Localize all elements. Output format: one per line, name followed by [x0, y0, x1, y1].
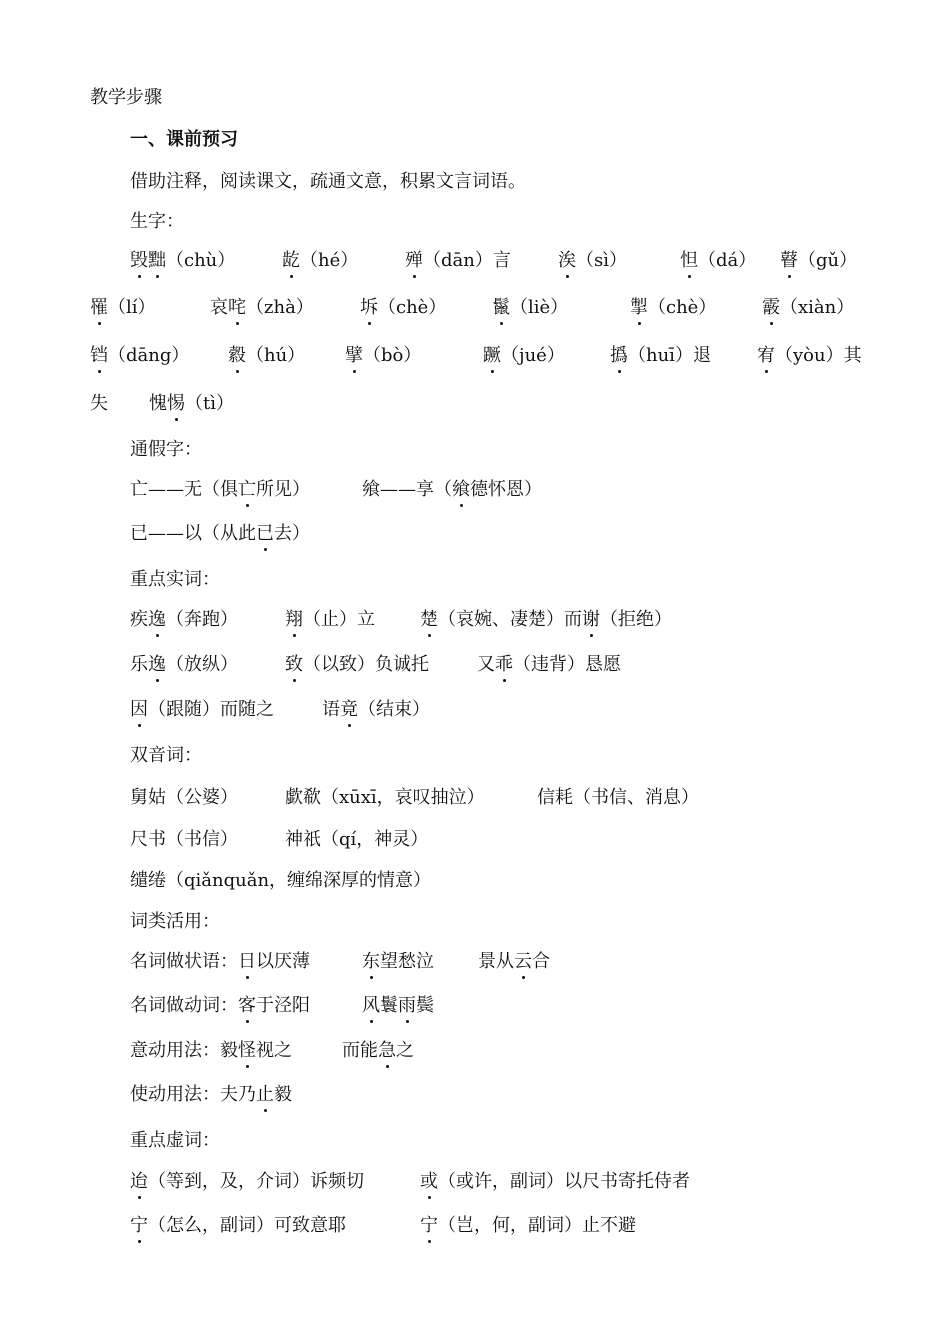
vocab-item: 歔欷（xūxī，哀叹抽泣）	[285, 787, 485, 808]
vocab-item: 因（跟随）而随之	[130, 699, 274, 720]
huoyong-label: 词类活用：	[130, 911, 220, 932]
vocab-item: 已——以（从此已去）	[130, 523, 310, 544]
shengzi-row-2	[0, 296, 950, 320]
vocab-item: 而能急之	[342, 1040, 414, 1061]
vocab-item: 语竟（结束）	[322, 699, 430, 720]
xuci-label: 重点虚词：	[130, 1130, 220, 1151]
vocab-item: 尺书（书信）	[130, 829, 238, 850]
xuci-row-1	[0, 1170, 950, 1194]
vocab-item: 撝（huī）退	[610, 345, 711, 366]
huoyong-row-4	[0, 1083, 950, 1107]
vocab-item: 乐逸（放纵）	[130, 654, 238, 675]
vocab-item: 信耗（书信、消息）	[537, 787, 699, 808]
tongjiazi-row-1	[0, 478, 950, 502]
vocab-item: 铛（dāng）	[90, 345, 190, 366]
vocab-item: 霰（xiàn）	[762, 297, 855, 318]
huoyong-row-3	[0, 1039, 950, 1063]
vocab-item: 擘（bò）	[345, 345, 422, 366]
vocab-item: 名词做动词：客于泾阳	[130, 995, 310, 1016]
shengzi-label: 生字：	[130, 211, 184, 232]
vocab-item: 亡——无（俱亡所见）	[130, 479, 310, 500]
vocab-item: 涘（sì）	[558, 250, 627, 271]
shengzi-row-4	[0, 392, 950, 416]
vocab-item: 哀咤（zhà）	[210, 297, 314, 318]
vocab-item: 东望愁泣	[362, 951, 434, 972]
vocab-item: 意动用法：毅怪视之	[130, 1040, 292, 1061]
shici-row-2	[0, 653, 950, 677]
vocab-item: 翔（止）立	[285, 609, 375, 630]
vocab-item: 致（以致）负诚托	[285, 654, 429, 675]
shuangyin-row-3	[0, 869, 950, 893]
section-title-preview: 一、课前预习	[130, 129, 238, 150]
vocab-item: 坼（chè）	[360, 297, 447, 318]
vocab-item: 名词做状语：日以厌薄	[130, 951, 310, 972]
vocab-item: 宁（怎么，副词）可致意耶	[130, 1215, 346, 1236]
vocab-item: 疾逸（奔跑）	[130, 609, 238, 630]
vocab-item: 龁（hé）	[282, 250, 359, 271]
vocab-item: 宁（岂，何，副词）止不避	[420, 1215, 636, 1236]
shuangyin-row-1	[0, 786, 950, 810]
vocab-item: 失	[90, 393, 108, 414]
xuci-row-2	[0, 1214, 950, 1238]
shuangyin-label: 双音词：	[130, 745, 202, 766]
tongjiazi-row-2	[0, 522, 950, 546]
intro-instruction: 借助注释，阅读课文，疏通文意，积累文言词语。	[130, 171, 526, 192]
shici-label: 重点实词：	[130, 569, 220, 590]
vocab-item: 鬣（liè）	[492, 297, 569, 318]
vocab-item: 蹶（jué）	[483, 345, 565, 366]
vocab-item: 怛（dá）	[680, 250, 757, 271]
vocab-item: 舅姑（公婆）	[130, 787, 238, 808]
shengzi-row-3	[0, 344, 950, 368]
vocab-item: 縠（hú）	[228, 345, 306, 366]
vocab-item: 神祇（qí，神灵）	[285, 829, 429, 850]
vocab-item: 愧惕（tì）	[149, 393, 234, 414]
vocab-item: 又乖（违背）恳愿	[477, 654, 621, 675]
shengzi-row-1	[0, 249, 950, 273]
tongjiazi-label: 通假字：	[130, 439, 202, 460]
vocab-item: 殚（dān）言	[405, 250, 511, 271]
vocab-item: 楚（哀婉、凄楚）而谢（拒绝）	[420, 609, 672, 630]
vocab-item: 使动用法：夫乃止毅	[130, 1084, 292, 1105]
shuangyin-row-2	[0, 828, 950, 852]
vocab-item: 或（或许，副词）以尺书寄托侍者	[420, 1171, 690, 1192]
vocab-item: 毁黜（chù）	[130, 250, 236, 271]
vocab-item: 掣（chè）	[630, 297, 717, 318]
vocab-item: 飨——享（飨德怀恩）	[362, 479, 542, 500]
vocab-item: 缱绻（qiǎnquǎn，缠绵深厚的情意）	[130, 870, 432, 891]
vocab-item: 迨（等到，及，介词）诉频切	[130, 1171, 364, 1192]
vocab-item: 风鬟雨鬓	[362, 995, 434, 1016]
vocab-item: 罹（lí）	[90, 297, 156, 318]
document-heading: 教学步骤	[90, 87, 162, 108]
vocab-item: 瞽（gǔ）	[780, 250, 858, 271]
shici-row-3	[0, 698, 950, 722]
vocab-item: 景从云合	[478, 951, 550, 972]
vocab-item: 宥（yòu）其	[757, 345, 862, 366]
huoyong-row-2	[0, 994, 950, 1018]
huoyong-row-1	[0, 950, 950, 974]
shici-row-1	[0, 608, 950, 632]
